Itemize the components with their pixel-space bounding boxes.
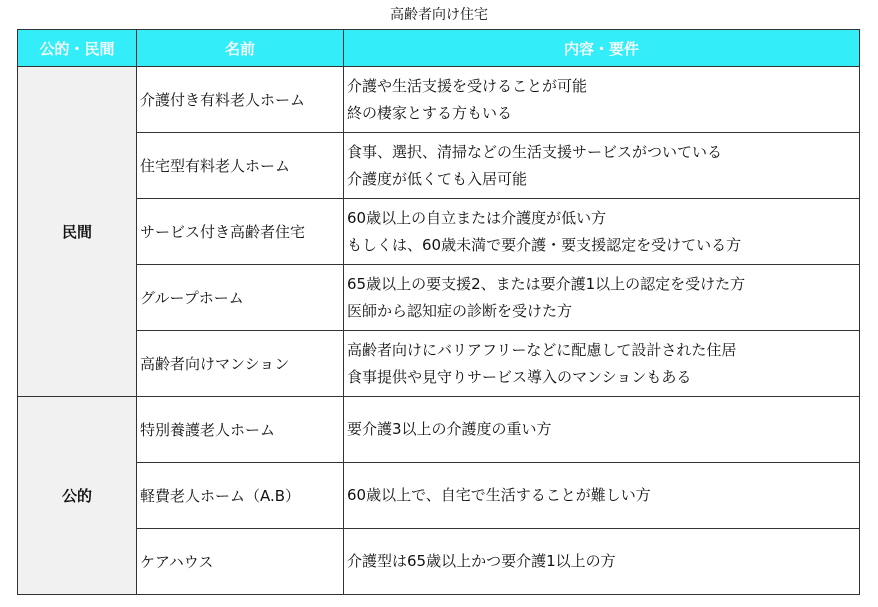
category-public: 公的 [18,397,137,595]
facility-name: 軽費老人ホーム（A.B） [137,463,344,529]
table-row [18,265,860,331]
facility-content [344,529,860,595]
table-row [18,67,860,133]
housing-table [17,29,860,595]
facility-name: 住宅型有料老人ホーム [137,133,344,199]
facility-content [344,67,860,133]
content-line: 60歳以上の自立または介護度が低い方 [347,208,607,227]
content-line: 食事、選択、清掃などの生活支援サービスがついている [347,142,723,161]
facility-content [344,331,860,397]
content-line: 介護や生活支援を受けることが可能 [347,76,588,95]
table-row [18,331,860,397]
header-row [18,30,860,67]
table-row [18,133,860,199]
content-line: 高齢者向けにバリアフリーなどに配慮して設計された住居 [347,340,737,359]
content-line: 介護型は65歳以上かつ要介護1以上の方 [347,552,616,570]
facility-name: 高齢者向けマンション [137,331,344,397]
table-row [18,463,860,529]
content-line: 65歳以上の要支援2、または要介護1以上の認定を受けた方 [347,274,746,293]
content-line: 要介護3以上の介護度の重い方 [347,420,552,438]
content-line: 食事提供や見守りサービス導入のマンションもある [347,367,692,386]
table-row [18,529,860,595]
facility-content [344,265,860,331]
facility-name: サービス付き高齢者住宅 [137,199,344,265]
facility-content [344,463,860,529]
facility-name: ケアハウス [137,529,344,595]
content-line: 介護度が低くても入居可能 [347,169,528,188]
table-title: 高齢者向け住宅 [390,7,488,23]
header-category: 公的・民間 [18,30,137,67]
facility-content [344,199,860,265]
facility-name: 特別養護老人ホーム [137,397,344,463]
facility-content [344,133,860,199]
facility-content [344,397,860,463]
table-row [18,397,860,463]
table-row [18,199,860,265]
header-name: 名前 [137,30,344,67]
content-line: 60歳以上で、自宅で生活することが難しい方 [347,486,651,504]
content-line: もしくは、60歳未満で要介護・要支援認定を受けている方 [347,235,742,254]
facility-name: グループホーム [137,265,344,331]
content-line: 終の棲家とする方もいる [347,103,513,122]
header-content: 内容・要件 [344,30,860,67]
content-line: 医師から認知症の診断を受けた方 [347,301,573,320]
category-private: 民間 [18,67,137,397]
facility-name: 介護付き有料老人ホーム [137,67,344,133]
